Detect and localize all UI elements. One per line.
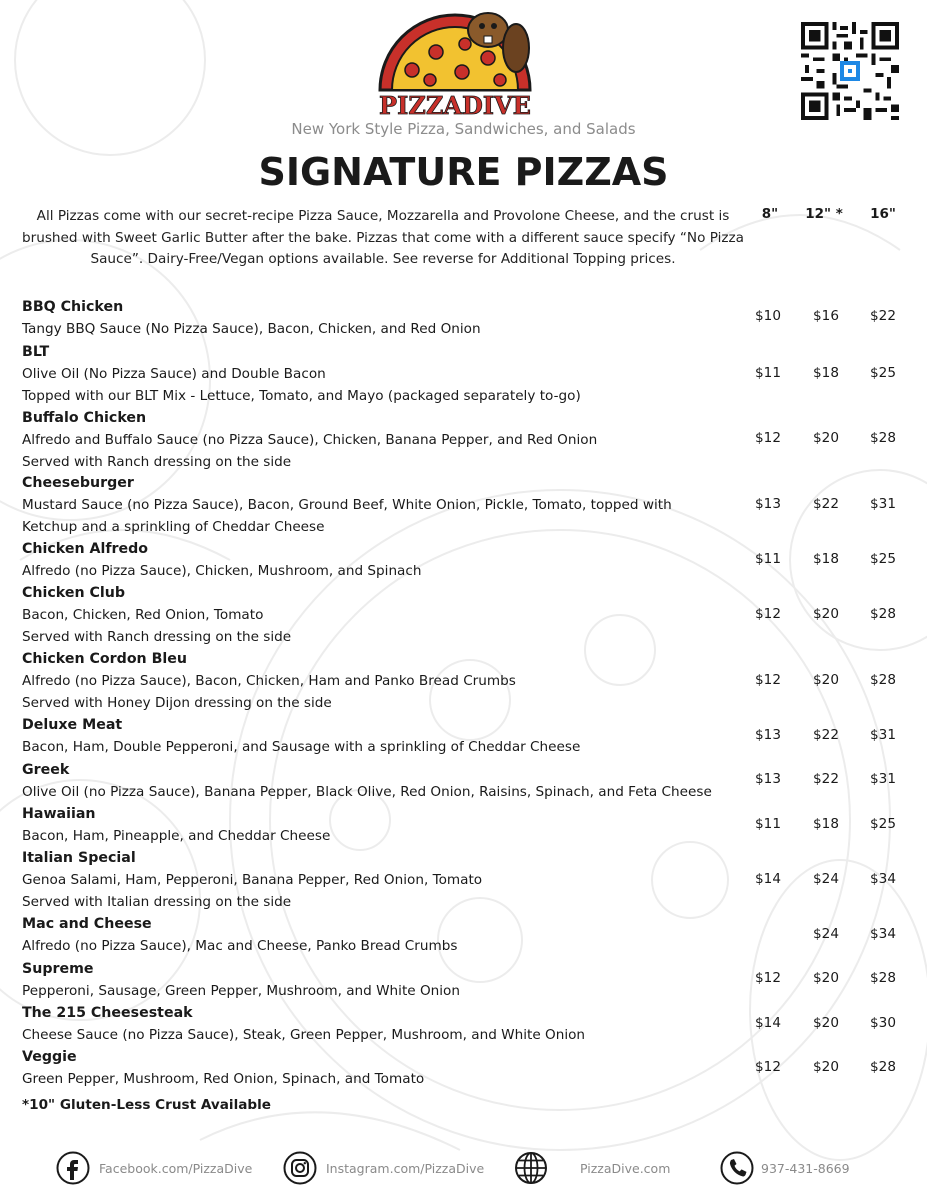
item-name: BLT <box>22 344 50 360</box>
price-8: $12 <box>755 672 781 688</box>
price-16: $31 <box>870 727 896 743</box>
footer-website-link[interactable] <box>514 1150 670 1186</box>
instagram-icon <box>283 1151 317 1185</box>
footer-text: Facebook.com/PizzaDive <box>99 1160 253 1176</box>
item-description: Bacon, Chicken, Red Onion, Tomato <box>22 607 264 623</box>
footer-text: Instagram.com/PizzaDive <box>326 1160 485 1176</box>
page-title: SIGNATURE PIZZAS <box>258 150 669 194</box>
size-header-16: 16" <box>870 206 896 222</box>
item-name: Italian Special <box>22 850 136 866</box>
pizzadive-logo <box>370 8 540 120</box>
price-16: $34 <box>870 926 896 942</box>
item-description: Served with Italian dressing on the side <box>22 894 292 910</box>
price-16: $28 <box>870 430 896 446</box>
menu-item-mac-and-cheese <box>22 913 912 957</box>
item-description: Served with Ranch dressing on the side <box>22 629 292 645</box>
size-header-8: 8" <box>761 206 779 222</box>
price-8: $12 <box>755 1059 781 1075</box>
item-description: Served with Honey Dijon dressing on the side <box>22 695 332 711</box>
item-name: Buffalo Chicken <box>22 410 147 426</box>
item-name: Chicken Club <box>22 585 126 601</box>
qr-code[interactable] <box>801 22 899 120</box>
item-description: Ketchup and a sprinkling of Cheddar Cheese <box>22 519 325 535</box>
facebook-icon <box>56 1151 90 1185</box>
footer-facebook-link[interactable] <box>56 1150 252 1186</box>
price-8: $11 <box>755 551 781 567</box>
intro-paragraph: All Pizzas come with our secret-recipe Pizza Sauce, Mozzarella and Provolone Cheese, and the crust is brushed with Sweet Garlic Butter after the bake. Pizzas that come with a different sauce specify “No Pizza Sauce”. Dairy-Free/Vegan options available. See reverse for Additional Topping prices. <box>22 208 745 267</box>
price-16: $28 <box>870 970 896 986</box>
price-8: $12 <box>755 430 781 446</box>
price-8: $14 <box>755 1015 781 1031</box>
footer-instagram-link[interactable] <box>283 1150 484 1186</box>
price-16: $28 <box>870 1059 896 1075</box>
item-description: Pepperoni, Sausage, Green Pepper, Mushroom, and White Onion <box>22 983 460 999</box>
item-description: Mustard Sauce (no Pizza Sauce), Bacon, Ground Beef, White Onion, Pickle, Tomato, topped with <box>22 497 672 513</box>
price-8: $12 <box>755 606 781 622</box>
price-8: $13 <box>755 727 781 743</box>
item-name: Greek <box>22 762 70 778</box>
globe-icon <box>514 1151 548 1185</box>
price-16: $31 <box>870 496 896 512</box>
price-12: $22 <box>813 771 839 787</box>
item-description: Bacon, Ham, Double Pepperoni, and Sausage with a sprinkling of Cheddar Cheese <box>22 739 581 755</box>
price-8: $13 <box>755 771 781 787</box>
item-description: Olive Oil (no Pizza Sauce), Banana Pepper, Black Olive, Red Onion, Raisins, Spinach, and Feta Cheese <box>22 784 712 800</box>
tagline: New York Style Pizza, Sandwiches, and Salads <box>291 120 636 138</box>
price-12: $24 <box>813 926 839 942</box>
logo-wordmark: PIZZADIVE <box>379 91 531 120</box>
item-name: Veggie <box>22 1049 77 1065</box>
price-12: $20 <box>813 1059 839 1075</box>
item-description: Genoa Salami, Ham, Pepperoni, Banana Pepper, Red Onion, Tomato <box>22 872 483 888</box>
item-name: BBQ Chicken <box>22 299 124 315</box>
item-name: Chicken Cordon Bleu <box>22 651 187 667</box>
price-12: $20 <box>813 1015 839 1031</box>
item-description: Alfredo (no Pizza Sauce), Bacon, Chicken, Ham and Panko Bread Crumbs <box>22 673 516 689</box>
price-12: $18 <box>813 551 839 567</box>
price-8: $14 <box>755 871 781 887</box>
item-name: Hawaiian <box>22 806 96 822</box>
item-name: Deluxe Meat <box>22 717 123 733</box>
item-description: Alfredo (no Pizza Sauce), Mac and Cheese, Panko Bread Crumbs <box>22 938 458 954</box>
footer-text: 937-431-8669 <box>761 1160 850 1176</box>
item-description: Topped with our BLT Mix - Lettuce, Tomato, and Mayo (packaged separately to-go) <box>22 388 581 404</box>
footer-phone-link[interactable] <box>720 1150 850 1186</box>
price-8: $10 <box>755 308 781 324</box>
item-description: Cheese Sauce (no Pizza Sauce), Steak, Green Pepper, Mushroom, and White Onion <box>22 1027 586 1043</box>
price-8: $13 <box>755 496 781 512</box>
item-description: Alfredo (no Pizza Sauce), Chicken, Mushroom, and Spinach <box>22 563 422 579</box>
price-12: $22 <box>813 727 839 743</box>
price-12: $20 <box>813 606 839 622</box>
price-12: $18 <box>813 816 839 832</box>
price-16: $28 <box>870 672 896 688</box>
price-12: $16 <box>813 308 839 324</box>
item-description: Tangy BBQ Sauce (No Pizza Sauce), Bacon, Chicken, and Red Onion <box>22 321 481 337</box>
item-name: Mac and Cheese <box>22 916 152 932</box>
price-12: $22 <box>813 496 839 512</box>
item-name: Cheeseburger <box>22 475 134 491</box>
price-8: $11 <box>755 816 781 832</box>
price-16: $22 <box>870 308 896 324</box>
price-16: $28 <box>870 606 896 622</box>
price-12: $18 <box>813 365 839 381</box>
price-16: $25 <box>870 551 896 567</box>
item-description: Bacon, Ham, Pineapple, and Cheddar Cheese <box>22 828 331 844</box>
price-16: $30 <box>870 1015 896 1031</box>
item-description: Green Pepper, Mushroom, Red Onion, Spinach, and Tomato <box>22 1071 425 1087</box>
price-12: $20 <box>813 970 839 986</box>
item-name: The 215 Cheesesteak <box>22 1005 193 1021</box>
price-16: $25 <box>870 365 896 381</box>
item-description: Alfredo and Buffalo Sauce (no Pizza Sauce), Chicken, Banana Pepper, and Red Onion <box>22 432 598 448</box>
price-16: $34 <box>870 871 896 887</box>
price-16: $25 <box>870 816 896 832</box>
price-8: $11 <box>755 365 781 381</box>
price-12: $24 <box>813 871 839 887</box>
item-name: Supreme <box>22 961 94 977</box>
item-name: Chicken Alfredo <box>22 541 149 557</box>
footer-text: PizzaDive.com <box>580 1160 671 1176</box>
phone-icon <box>720 1151 754 1185</box>
price-12: $20 <box>813 672 839 688</box>
size-header-12: 12" * <box>805 206 843 222</box>
gluten-less-note: *10" Gluten-Less Crust Available <box>22 1097 272 1113</box>
item-description: Olive Oil (No Pizza Sauce) and Double Bacon <box>22 366 326 382</box>
price-16: $31 <box>870 771 896 787</box>
item-description: Served with Ranch dressing on the side <box>22 454 292 470</box>
price-12: $20 <box>813 430 839 446</box>
price-8: $12 <box>755 970 781 986</box>
